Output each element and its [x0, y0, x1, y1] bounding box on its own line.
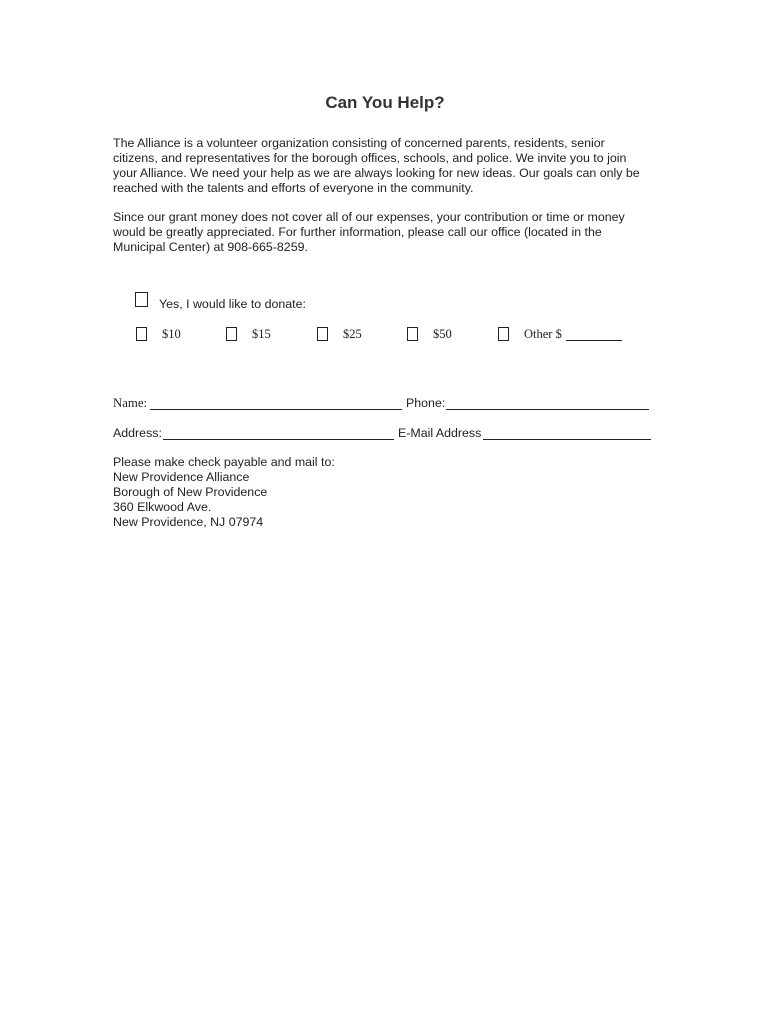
amount-other-label: Other $: [524, 327, 562, 341]
amount-15-label: $15: [252, 327, 271, 341]
email-label: E-Mail Address: [398, 426, 482, 440]
amount-15-checkbox[interactable]: [226, 327, 237, 341]
grant-line: Municipal Center) at 908-665-8259.: [113, 240, 308, 254]
amount-other-checkbox[interactable]: [498, 327, 509, 341]
donate-checkbox[interactable]: [135, 292, 148, 307]
phone-field[interactable]: [446, 409, 649, 410]
amount-50-label: $50: [433, 327, 452, 341]
mail-line: Please make check payable and mail to:: [113, 455, 335, 469]
amount-10-label: $10: [162, 327, 181, 341]
name-label: Name:: [113, 396, 148, 410]
grant-paragraph: [113, 210, 658, 255]
grant-line: would be greatly appreciated. For further information, please call our office (located in the: [113, 225, 602, 239]
mail-line: New Providence Alliance: [113, 470, 250, 484]
intro-line: your Alliance. We need your help as we are always looking for new ideas. Our goals can only be: [113, 166, 640, 180]
email-field[interactable]: [483, 439, 651, 440]
amount-25-checkbox[interactable]: [317, 327, 328, 341]
mail-line: New Providence, NJ 07974: [113, 515, 264, 529]
amount-10-checkbox[interactable]: [136, 327, 147, 341]
amount-50-checkbox[interactable]: [407, 327, 418, 341]
grant-line: Since our grant money does not cover all of our expenses, your contribution or time or money: [113, 210, 625, 224]
other-amount-field[interactable]: [566, 340, 622, 341]
intro-line: reached with the talents and efforts of everyone in the community.: [113, 181, 474, 195]
address-label: Address:: [113, 426, 162, 440]
mailing-address: [113, 455, 335, 530]
intro-line: citizens, and representatives for the borough offices, schools, and police. We invite you to join: [113, 151, 627, 165]
address-field[interactable]: [163, 439, 394, 440]
mail-line: Borough of New Providence: [113, 485, 268, 499]
name-field[interactable]: [150, 409, 402, 410]
mail-line: 360 Elkwood Ave.: [113, 500, 212, 514]
donate-label: Yes, I would like to donate:: [159, 297, 306, 311]
amount-25-label: $25: [343, 327, 362, 341]
intro-paragraph: [113, 136, 658, 196]
intro-line: The Alliance is a volunteer organization consisting of concerned parents, residents, senior: [113, 136, 605, 150]
page-title: Can You Help?: [325, 93, 445, 112]
phone-label: Phone:: [406, 396, 446, 410]
